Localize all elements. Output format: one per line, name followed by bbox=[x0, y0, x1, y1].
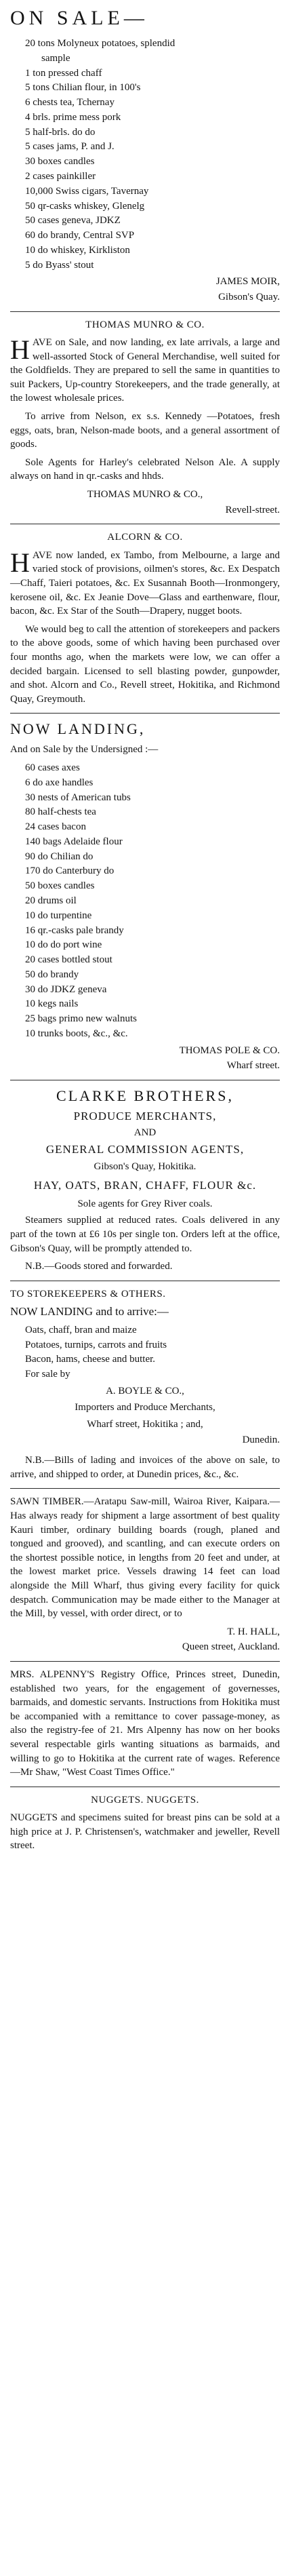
ad-note: N.B.—Goods stored and forwarded. bbox=[25, 1261, 173, 1272]
ad-body: Steamers supplied at reduced rates. Coals delivered in any part of the town at £6 10s per single ton. Orders left at the office, Gibson's Quay, will be promptly attended to. bbox=[10, 1215, 280, 1254]
ad-products: Sole agents for Grey River coals. bbox=[77, 1198, 213, 1209]
ad-body: To arrive from Nelson, ex s.s. Kennedy —Potatoes, fresh eggs, oats, bran, Nelson-made boots, and a general assortment of goods. bbox=[10, 411, 280, 450]
list-item: 24 cases bacon bbox=[25, 821, 86, 833]
ad-subheading: NOW LANDING and to arrive:— bbox=[10, 1305, 169, 1319]
list-item: 30 do JDKZ geneva bbox=[25, 983, 107, 995]
list-item: For sale by bbox=[25, 1369, 70, 1380]
list-item: 50 qr-casks whiskey, Glenelg bbox=[25, 200, 145, 212]
list-item: 6 do axe handles bbox=[25, 777, 94, 788]
advertiser-address: Wharf street. bbox=[226, 1060, 280, 1072]
item-list bbox=[10, 37, 280, 272]
ad-body: MRS. ALPENNY'S Registry Office, Princes street, Dunedin, established two years, for the engagement of governesses, barmaids, and domestic servants. Instructions from Hokitika must be accompanied with a remittance to cover passage-money, as also the registry-fee of 21. Mrs Alpenny has now on her books several respectable girls wanting situations as barmaids, and willing to go to Hokitika at the current rate of wages. Reference—Mr Shaw, "West Coast Times Office." bbox=[10, 1668, 280, 1778]
ad-storekeepers bbox=[10, 1287, 280, 1482]
column-divider bbox=[10, 1488, 280, 1489]
drop-cap: H bbox=[10, 334, 30, 366]
item-list bbox=[10, 761, 280, 1041]
advertiser-signature: JAMES MOIR, bbox=[215, 276, 280, 288]
ad-clarke-brothers bbox=[10, 1087, 280, 1274]
list-item: 140 bags Adelaide flour bbox=[25, 836, 123, 847]
list-item: 5 half-brls. do do bbox=[25, 126, 96, 138]
column-divider bbox=[10, 311, 280, 312]
list-item: 10 kegs nails bbox=[25, 998, 79, 1010]
list-item: 10 do do port wine bbox=[25, 939, 102, 951]
list-item: 10,000 Swiss cigars, Tavernay bbox=[25, 185, 149, 197]
advertiser-signature: T. H. HALL, bbox=[227, 1626, 280, 1637]
ad-body: NUGGETS and specimens suited for breast pins can be sold at a high price at J. P. Christensen's, watchmaker and jeweller, Revell street. bbox=[10, 1812, 280, 1852]
advertiser-address: Wharf street, Hokitika ; and, bbox=[87, 1419, 203, 1430]
ad-heading: THOMAS MUNRO & CO. bbox=[85, 319, 205, 330]
ad-alcorn bbox=[10, 530, 280, 706]
ad-subheading: GENERAL COMMISSION AGENTS, bbox=[45, 1142, 245, 1156]
list-item: 25 bags primo new walnuts bbox=[25, 1013, 137, 1025]
list-item: 30 nests of American tubs bbox=[25, 792, 131, 803]
list-item: 80 half-chests tea bbox=[25, 806, 96, 818]
list-item: Bacon, hams, cheese and butter. bbox=[25, 1354, 156, 1365]
list-item: 1 ton pressed chaff bbox=[25, 67, 102, 79]
column-divider bbox=[10, 1661, 280, 1662]
advertiser-address: Queen street, Auckland. bbox=[182, 1641, 280, 1653]
ad-heading: TO STOREKEEPERS & OTHERS. bbox=[10, 1288, 166, 1300]
list-item: 16 qr.-casks pale brandy bbox=[25, 924, 124, 936]
list-item: 20 tons Molyneux potatoes, splendid bbox=[25, 38, 175, 49]
drop-cap: H bbox=[10, 547, 30, 578]
list-item: 5 cases jams, P. and J. bbox=[25, 141, 115, 153]
ad-now-landing bbox=[10, 720, 280, 1072]
ad-subheading: PRODUCE MERCHANTS, bbox=[73, 1109, 217, 1123]
list-item: 50 boxes candles bbox=[25, 880, 95, 892]
list-item: Potatoes, turnips, carrots and fruits bbox=[25, 1339, 167, 1350]
ad-heading: ON SALE— bbox=[10, 7, 148, 29]
ad-on-sale bbox=[10, 7, 280, 305]
ad-thomas-munro bbox=[10, 318, 280, 518]
ad-alpenny-registry bbox=[10, 1668, 280, 1780]
list-item: 6 chests tea, Tchernay bbox=[25, 97, 115, 109]
advertiser-address: Gibson's Quay. bbox=[218, 291, 280, 303]
ad-body: Sole Agents for Harley's celebrated Nelson Ale. A supply always on hand in qr.-casks and hhds. bbox=[10, 456, 280, 482]
advertiser-signature: THOMAS MUNRO & CO., bbox=[87, 489, 203, 501]
list-item: 50 do brandy bbox=[25, 969, 79, 980]
advertiser-signature: A. BOYLE & CO., bbox=[106, 1385, 184, 1397]
list-item: 60 do brandy, Central SVP bbox=[25, 230, 135, 241]
list-item: 50 cases geneva, JDKZ bbox=[25, 215, 121, 227]
ad-nuggets bbox=[10, 1793, 280, 1853]
list-item: 20 cases bottled stout bbox=[25, 954, 112, 966]
advertiser-address: Dunedin. bbox=[242, 1434, 280, 1445]
list-item: sample bbox=[41, 52, 70, 64]
ad-heading: CLARKE BROTHERS, bbox=[56, 1087, 234, 1104]
ad-body: HAVE now landed, ex Tambo, from Melbourne, a large and varied stock of provisions, oilmen's stores, &c. Ex Despatch—Chaff, Taieri potatoes, &c. Ex Susannah Booth—Ironmongery, kerosene oil, &c. Ex Jeanie Dove—Glass and earthenware, flour, bacon, &c. Ex Star of the South—Drapery, nugget boots. bbox=[10, 547, 280, 617]
list-item: 10 do whiskey, Kirkliston bbox=[25, 244, 130, 256]
ad-body: HAVE on Sale, and now landing, ex late arrivals, a large and well-assorted Stock of General Merchandise, well suited for the Goldfields. They are prepared to sell the same in quantities to suit Packers, Up-country Storekeepers, and the trade generally, at the lowest wholesale prices. bbox=[10, 334, 280, 404]
advertiser-role: Importers and Produce Merchants, bbox=[75, 1402, 215, 1413]
ad-products: HAY, OATS, BRAN, CHAFF, FLOUR &c. bbox=[33, 1179, 257, 1192]
list-item: 5 tons Chilian flour, in 100's bbox=[25, 82, 141, 94]
ad-sawn-timber bbox=[10, 1495, 280, 1654]
advertiser-signature: THOMAS POLE & CO. bbox=[179, 1045, 280, 1056]
ad-heading: ALCORN & CO. bbox=[107, 532, 183, 543]
column-divider bbox=[10, 713, 280, 714]
ad-heading: NUGGETS. NUGGETS. bbox=[91, 1794, 199, 1806]
list-item: 2 cases painkiller bbox=[25, 171, 96, 182]
list-item: 60 cases axes bbox=[25, 762, 80, 773]
item-list bbox=[10, 1323, 280, 1382]
list-item: 90 do Chilian do bbox=[25, 851, 94, 862]
ad-heading: NOW LANDING, bbox=[10, 720, 146, 738]
list-item: 10 do turpentine bbox=[25, 910, 92, 921]
ad-note: N.B.—Bills of lading and invoices of the above on sale, to arrive, and shipped to order, at Dunedin prices, &c., &c. bbox=[10, 1455, 280, 1480]
list-item: 10 trunks boots, &c., &c. bbox=[25, 1028, 128, 1039]
list-item: 5 do Byass' stout bbox=[25, 259, 94, 271]
advertiser-address: Revell-street. bbox=[225, 504, 280, 515]
ad-subheading: AND bbox=[133, 1127, 157, 1139]
list-item: Oats, chaff, bran and maize bbox=[25, 1324, 137, 1335]
list-item: 4 brls. prime mess pork bbox=[25, 111, 121, 123]
ad-body: We would beg to call the attention of storekeepers and packers to the above goods, some of which having been purchased over four months ago, when the markets were low, we can offer a decided bargain. Licensed to sell blasting powder, gunpowder, and shot. Alcorn and Co., Revell street, Hokitika, and Richmond Quay, Greymouth. bbox=[10, 623, 280, 705]
list-item: 170 do Canterbury do bbox=[25, 865, 115, 877]
list-item: 30 boxes candles bbox=[25, 156, 95, 168]
ad-body: SAWN TIMBER.—Aratapu Saw-mill, Wairoa River, Kaipara.—Has always ready for shipment a large assortment of best quality Kauri timber, ordinary building boards (rough, planed and tongued and grooved), and scantling, and can execute orders on the shortest possible notice, in lengths from 20 feet and under, at the lowest market price. Vessels drawing 14 feet can load alongside the Mill Wharf, thus giving every facility for quick despatch. Communication may be made either to the Manager at the Mill, by vessel, with order direct, or to bbox=[10, 1496, 280, 1620]
ad-intro: And on Sale by the Undersigned :— bbox=[10, 744, 159, 756]
list-item: 20 drums oil bbox=[25, 895, 77, 906]
ad-location: Gibson's Quay, Hokitika. bbox=[94, 1160, 196, 1172]
